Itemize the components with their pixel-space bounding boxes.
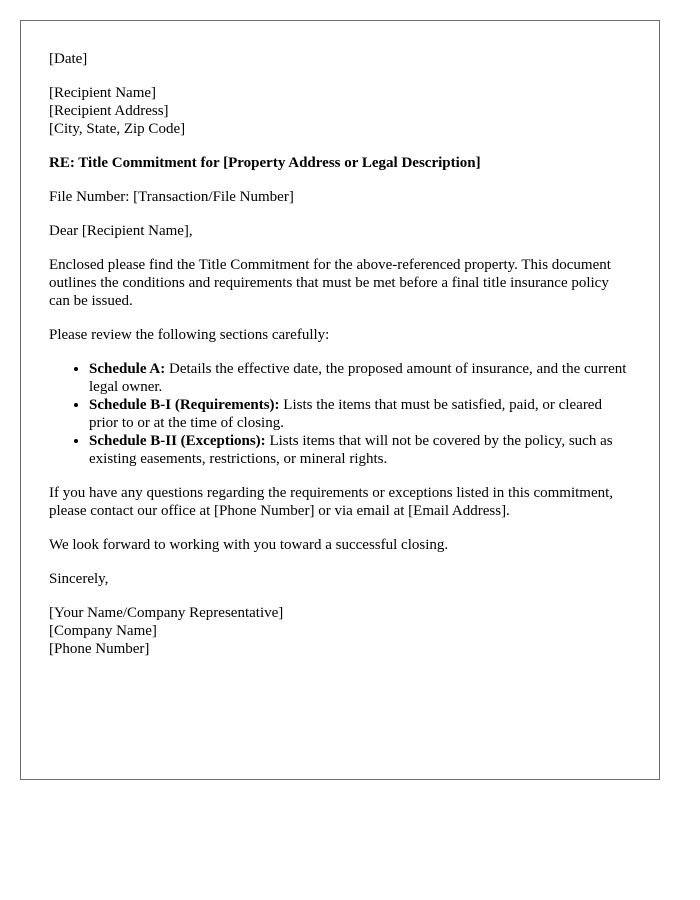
closing-line: We look forward to working with you toward a successful closing.	[49, 537, 449, 553]
schedule-list-item	[89, 360, 631, 396]
recipient-city-state-zip: [City, State, Zip Code]	[49, 121, 186, 137]
questions-paragraph: If you have any questions regarding the requirements or exceptions listed in this commitment, please contact our office at [Phone Number] or via email at [Email Address].	[49, 485, 614, 519]
review-prompt: Please review the following sections carefully:	[49, 327, 330, 343]
signature-block	[49, 604, 631, 658]
sign-off: Sincerely,	[49, 571, 109, 587]
signature-phone: [Phone Number]	[49, 641, 150, 657]
recipient-block	[49, 84, 631, 138]
signature-name: [Your Name/Company Representative]	[49, 605, 284, 621]
schedule-title: Schedule B-II (Exceptions):	[89, 433, 266, 449]
recipient-address: [Recipient Address]	[49, 103, 169, 119]
schedule-description: Lists the items that must be satisfied, paid, or cleared prior to or at the time of closing.	[89, 397, 602, 431]
letter-page	[20, 20, 660, 780]
schedule-title: Schedule A:	[89, 361, 166, 377]
recipient-name: [Recipient Name]	[49, 85, 157, 101]
schedule-title: Schedule B-I (Requirements):	[89, 397, 280, 413]
subject-line: RE: Title Commitment for [Property Address or Legal Description]	[49, 155, 481, 171]
schedule-list-item	[89, 396, 631, 432]
letter-date: [Date]	[49, 51, 88, 67]
schedule-description: Details the effective date, the proposed amount of insurance, and the current legal owner.	[89, 361, 627, 395]
file-number: File Number: [Transaction/File Number]	[49, 189, 294, 205]
salutation: Dear [Recipient Name],	[49, 223, 193, 239]
signature-company: [Company Name]	[49, 623, 157, 639]
schedule-list	[49, 360, 631, 468]
intro-paragraph: Enclosed please find the Title Commitment for the above-referenced property. This document outlines the conditions and requirements that must be met before a final title insurance policy can be issued.	[49, 257, 611, 309]
schedule-description: Lists items that will not be covered by the policy, such as existing easements, restrictions, or mineral rights.	[89, 433, 613, 467]
schedule-list-item	[89, 432, 631, 468]
